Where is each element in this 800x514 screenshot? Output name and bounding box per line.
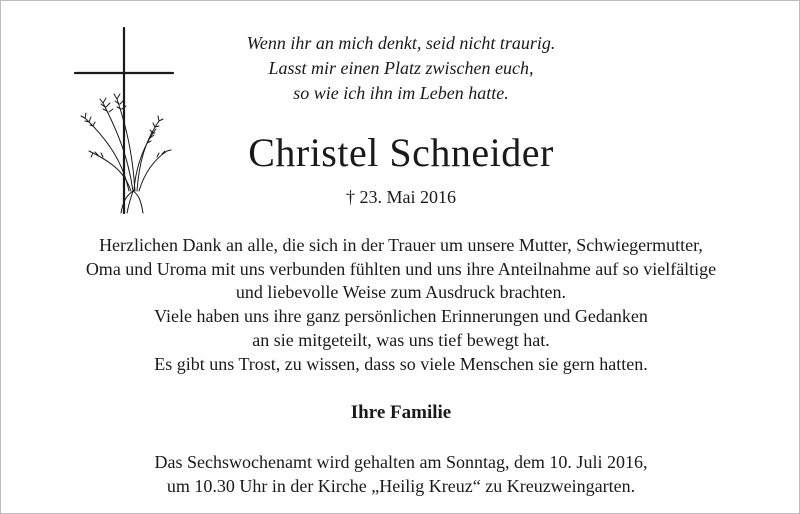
death-date: † 23. Mai 2016 [346,187,456,207]
thanks-line: Viele haben uns ihre ganz persönlichen Erinnerungen und Gedanken [154,306,648,327]
quote-line: Lasst mir einen Platz zwischen euch, [268,58,534,78]
quote-line: Wenn ihr an mich denkt, seid nicht traurig. [246,33,556,53]
service-announcement [41,450,761,498]
thanks-line: Es gibt uns Trost, zu wissen, dass so viele Menschen sie gern hatten. [154,353,648,374]
service-line: um 10.30 Uhr in der Kirche „Heilig Kreuz“ zu Kreuzweingarten. [166,476,636,496]
cross-with-wheat-icon [63,23,183,218]
thanks-line: an sie mitgeteilt, was uns tief bewegt hat. [252,329,550,350]
quote-line: so wie ich ihn im Leben hatte. [293,83,509,103]
thanks-line: und liebevolle Weise zum Ausdruck brachten. [235,282,567,303]
thanks-line: Herzlichen Dank an alle, die sich in der Trauer um unsere Mutter, Schwiegermutter, [99,235,703,255]
thanks-line: Oma und Uroma mit uns verbunden fühlten und uns ihre Anteilnahme auf so vielfältige [85,258,717,279]
service-line: Das Sechswochenamt wird gehalten am Sonntag, dem 10. Juli 2016, [154,452,648,472]
memorial-quote [201,31,601,106]
deceased-name: Christel Schneider [248,130,554,175]
family-signature: Ihre Familie [350,402,452,423]
thanks-message [21,234,781,376]
